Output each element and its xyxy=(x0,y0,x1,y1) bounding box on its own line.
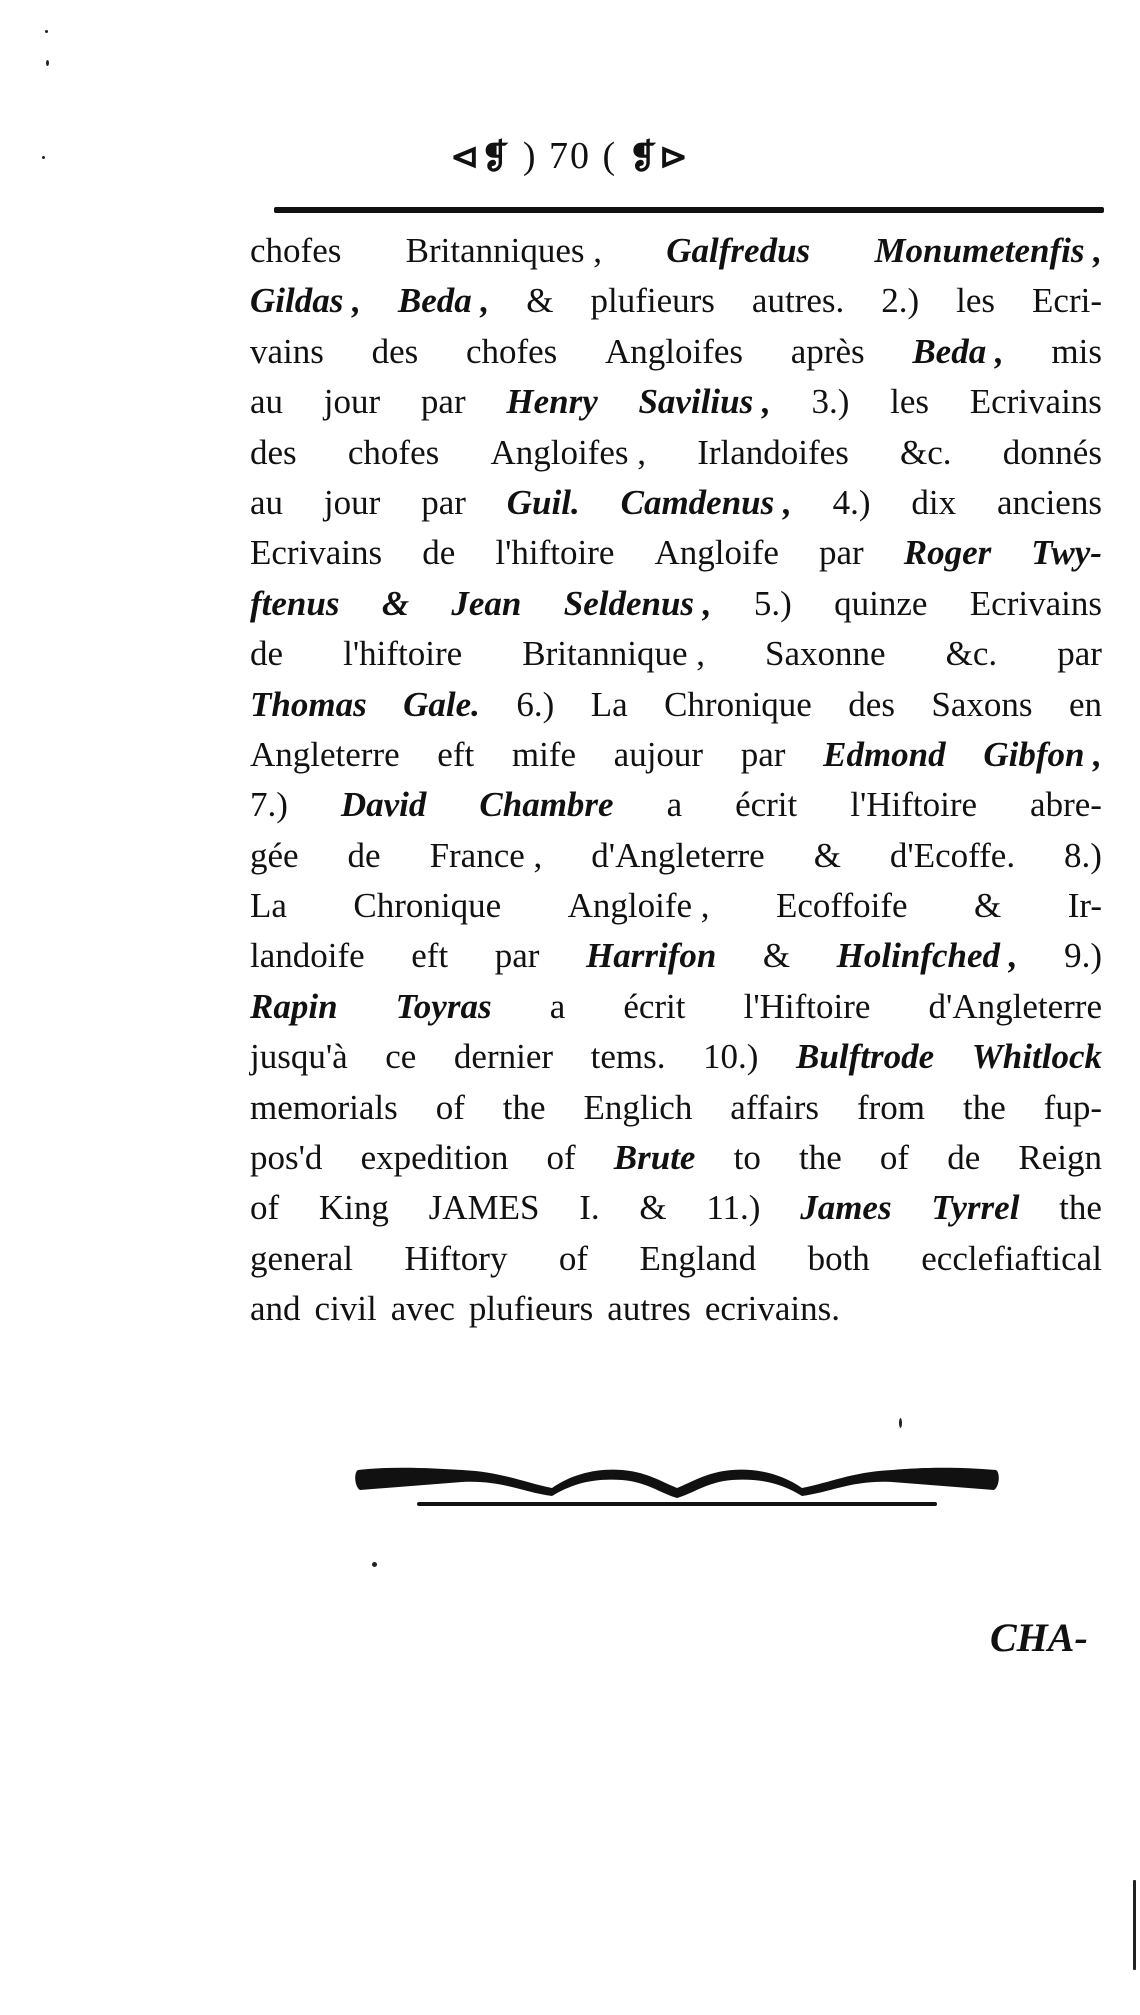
word: quinze xyxy=(834,583,928,623)
word: 8.) xyxy=(1064,835,1102,875)
word: en xyxy=(1068,684,1102,724)
word: &c. xyxy=(900,432,952,472)
word: Englich xyxy=(583,1087,693,1127)
word: eft xyxy=(437,734,475,774)
text-line xyxy=(250,1234,1102,1284)
word: de xyxy=(250,634,284,674)
word: 2.) xyxy=(881,281,920,321)
word: La xyxy=(250,886,287,926)
word: avec xyxy=(390,1289,455,1329)
word: vains xyxy=(250,331,324,371)
word: & xyxy=(526,281,554,321)
header-ornament-left: ⊲❡ xyxy=(450,139,512,176)
italic-word: ftenus xyxy=(250,583,340,623)
word: the xyxy=(502,1087,546,1127)
italic-word: Galfredus xyxy=(666,231,811,270)
word: par xyxy=(421,482,466,522)
word: King xyxy=(318,1188,389,1228)
word: l'hiftoire xyxy=(343,634,463,674)
word: & xyxy=(639,1188,667,1228)
word: La xyxy=(590,684,628,724)
word: les xyxy=(956,281,996,321)
italic-word: Brute xyxy=(613,1138,696,1178)
italic-word: Guil. xyxy=(506,482,580,522)
word: écrit xyxy=(735,785,798,825)
word: l'Hiftoire xyxy=(850,785,978,825)
text-line xyxy=(250,428,1102,478)
word: au xyxy=(250,382,284,422)
italic-word: Beda , xyxy=(397,281,490,321)
word: Angloifes , xyxy=(490,432,646,472)
word: tems. xyxy=(590,1037,666,1077)
word: Hiftory xyxy=(404,1238,508,1278)
word: gée xyxy=(250,835,299,875)
italic-word: Camdenus , xyxy=(620,482,792,522)
header-rule xyxy=(274,207,1104,213)
word: Chronique xyxy=(664,684,812,724)
text-line xyxy=(250,629,1102,679)
word: from xyxy=(856,1087,926,1127)
word: de xyxy=(422,533,456,573)
text-line xyxy=(250,377,1102,427)
word: Britanniques , xyxy=(405,231,602,270)
text-line xyxy=(250,831,1102,881)
word: & xyxy=(813,835,841,875)
word: the xyxy=(798,1138,842,1178)
text-line xyxy=(250,730,1102,780)
italic-word: Holinfched , xyxy=(836,936,1018,976)
word: Reign xyxy=(1018,1138,1102,1178)
word: par xyxy=(1057,634,1102,674)
word: France , xyxy=(429,835,543,875)
word: Angloife , xyxy=(567,886,710,926)
word: 10.) xyxy=(703,1037,759,1077)
word: après xyxy=(790,331,865,371)
header-ornament-right: ❡⊳ xyxy=(628,139,690,176)
word: mis xyxy=(1051,331,1102,371)
word: au xyxy=(250,482,284,522)
word: plufieurs xyxy=(468,1289,594,1329)
word: affairs xyxy=(730,1087,820,1127)
word: & xyxy=(974,886,1002,926)
word: of xyxy=(879,1138,910,1178)
word: dernier xyxy=(453,1037,554,1077)
italic-word: Edmond xyxy=(823,734,946,774)
word: jour xyxy=(323,382,381,422)
catchword: CHA- xyxy=(990,1615,1088,1660)
word: of xyxy=(435,1087,465,1127)
word: des xyxy=(371,331,419,371)
word: Saxons xyxy=(931,684,1033,724)
word: of xyxy=(558,1238,589,1278)
word: par xyxy=(818,533,864,573)
word: chofes xyxy=(465,331,558,371)
text-line xyxy=(250,579,1102,629)
word: England xyxy=(639,1238,757,1278)
word: of xyxy=(250,1188,280,1228)
word: a xyxy=(666,785,683,825)
word: 5.) xyxy=(753,583,792,623)
word: memorials xyxy=(250,1087,398,1127)
italic-word: Henry xyxy=(506,382,598,422)
word: chofes xyxy=(250,231,342,270)
italic-word: James xyxy=(800,1188,892,1228)
word: expedition xyxy=(360,1138,509,1178)
word: Angloife xyxy=(654,533,779,573)
text-line xyxy=(250,982,1102,1032)
text-line xyxy=(250,780,1102,830)
word: plufieurs xyxy=(590,281,715,321)
word: eft xyxy=(411,936,449,976)
italic-word: Rapin xyxy=(250,986,338,1026)
italic-word: Jean xyxy=(451,583,522,623)
word: Angleterre xyxy=(250,734,400,774)
italic-word: & xyxy=(381,583,410,623)
italic-word: Monumetenfis , xyxy=(874,231,1102,270)
word: JAMES xyxy=(428,1188,540,1228)
word: donnés xyxy=(1002,432,1102,472)
tailpiece-ornament xyxy=(352,1460,1002,1510)
page-number: ) 70 ( xyxy=(522,135,618,177)
text-line xyxy=(250,1133,1102,1183)
word: the xyxy=(962,1087,1006,1127)
italic-word: Beda , xyxy=(912,331,1004,371)
word: fup- xyxy=(1043,1087,1102,1127)
italic-word: Roger xyxy=(903,533,992,573)
word: jour xyxy=(323,482,381,522)
italic-word: Thomas xyxy=(250,684,367,724)
word: I. xyxy=(579,1188,600,1228)
text-line xyxy=(250,881,1102,931)
text-line xyxy=(250,931,1102,981)
word: ecclefiaftical xyxy=(921,1238,1102,1278)
word: 9.) xyxy=(1064,936,1102,976)
word: jusqu'à xyxy=(250,1037,348,1077)
word: 3.) xyxy=(811,382,850,422)
italic-word: Savilius , xyxy=(638,382,771,422)
text-line xyxy=(250,1032,1102,1082)
italic-word: Bulftrode xyxy=(796,1037,935,1077)
word: d'Angleterre xyxy=(591,835,765,875)
word: des xyxy=(250,432,297,472)
word: anciens xyxy=(997,482,1102,522)
word: of xyxy=(546,1138,576,1178)
body-text xyxy=(250,226,1102,1335)
word: par xyxy=(494,936,540,976)
text-line xyxy=(250,1083,1102,1133)
word: aujour xyxy=(613,734,704,774)
word: par xyxy=(420,382,466,422)
word: écrit xyxy=(623,986,686,1026)
italic-word: Gale. xyxy=(403,684,480,724)
word: 11.) xyxy=(706,1188,761,1228)
word: the xyxy=(1059,1188,1102,1228)
italic-word: Seldenus , xyxy=(563,583,712,623)
word: Britannique , xyxy=(522,634,705,674)
word: de xyxy=(947,1138,981,1178)
word: civil xyxy=(314,1289,377,1329)
word: d'Angleterre xyxy=(928,986,1102,1026)
word: Angloifes xyxy=(605,331,744,371)
italic-word: Gibfon , xyxy=(983,734,1102,774)
word: and xyxy=(250,1289,301,1329)
text-line xyxy=(250,1183,1102,1233)
word: l'Hiftoire xyxy=(743,986,871,1026)
italic-word: Tyrrel xyxy=(931,1188,1020,1228)
word: dix xyxy=(911,482,957,522)
italic-word: Whitlock xyxy=(971,1037,1102,1077)
italic-word: David xyxy=(340,785,427,825)
word: 4.) xyxy=(832,482,871,522)
italic-word: Chambre xyxy=(479,785,614,825)
word: &c. xyxy=(945,634,998,674)
word: Saxonne xyxy=(765,634,886,674)
word: Chronique xyxy=(353,886,502,926)
word: d'Ecoffe. xyxy=(889,835,1016,875)
text-line xyxy=(250,680,1102,730)
word: abre- xyxy=(1030,785,1102,825)
word: 7.) xyxy=(250,785,288,825)
word: landoife xyxy=(250,936,365,976)
word: & xyxy=(762,936,791,976)
word: Ecrivains xyxy=(969,583,1102,623)
word: les xyxy=(890,382,929,422)
word: des xyxy=(848,684,895,724)
italic-word: Twy- xyxy=(1031,533,1102,573)
word: to xyxy=(733,1138,761,1178)
word: mife xyxy=(511,734,577,774)
word: Ecrivains xyxy=(969,382,1102,422)
word: l'hiftoire xyxy=(495,533,615,573)
word: Ecoffoife xyxy=(776,886,908,926)
word: autres. xyxy=(751,281,845,321)
italic-word: Toyras xyxy=(395,986,492,1026)
word: par xyxy=(740,734,786,774)
word: pos'd xyxy=(250,1138,323,1178)
word: both xyxy=(807,1238,870,1278)
italic-word: Harrifon xyxy=(586,936,717,976)
word: ce xyxy=(385,1037,417,1077)
italic-word: Gildas , xyxy=(250,281,361,321)
word: Irlandoifes xyxy=(697,432,849,472)
text-line xyxy=(250,276,1102,326)
text-line xyxy=(250,478,1102,528)
word: Ecrivains xyxy=(250,533,383,573)
word: ecrivains. xyxy=(704,1289,840,1329)
word: Ir- xyxy=(1067,886,1102,926)
word: autres xyxy=(607,1289,691,1329)
word: de xyxy=(347,835,381,875)
word: 6.) xyxy=(516,684,555,724)
text-line xyxy=(250,1284,1102,1334)
word: general xyxy=(250,1238,353,1278)
running-header xyxy=(0,134,1140,178)
word: Ecri- xyxy=(1032,281,1102,321)
word: a xyxy=(549,986,566,1026)
text-line xyxy=(250,528,1102,578)
word: chofes xyxy=(347,432,440,472)
text-line xyxy=(250,327,1102,377)
text-line xyxy=(250,226,1102,276)
